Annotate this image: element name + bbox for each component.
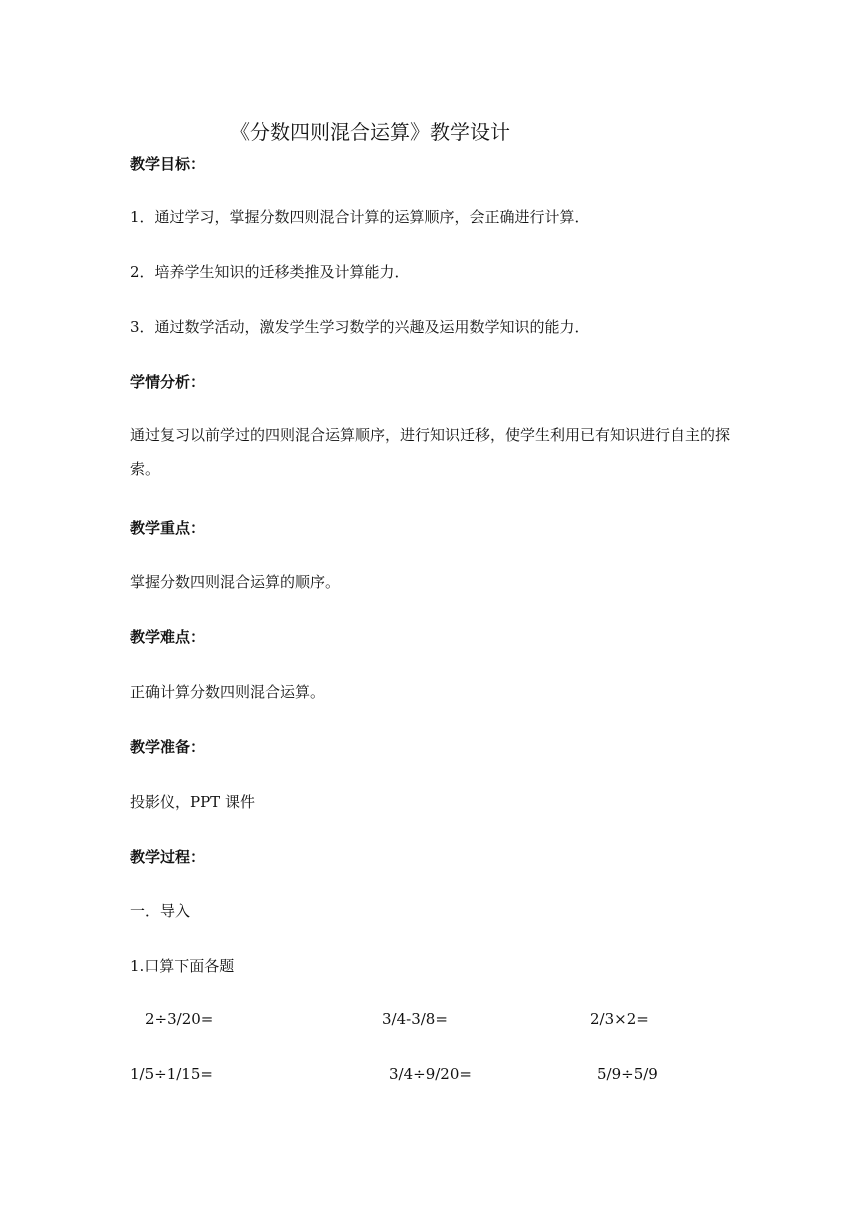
calc-problem: 5/9÷5/9 <box>597 1065 658 1083</box>
key-point-text: 掌握分数四则混合运算的顺序。 <box>130 573 341 591</box>
preparation-text: 投影仪，PPT 课件 <box>130 793 255 811</box>
analysis-heading: 学情分析： <box>130 373 206 391</box>
difficulty-text: 正确计算分数四则混合运算。 <box>130 683 326 701</box>
calc-problem: 2/3×2= <box>590 1010 649 1028</box>
analysis-text: 通过复习以前学过的四则混合运算顺序，进行知识迁移，使学生利用已有知识进行自主的探索。 <box>130 426 731 478</box>
objective-item: 2．培养学生知识的迁移类推及计算能力． <box>130 263 410 281</box>
process-step-1: 一．导入 <box>130 902 191 920</box>
process-sub-1: 1.口算下面各题 <box>130 957 235 975</box>
calc-problem: 3/4-3/8= <box>382 1010 448 1028</box>
objectives-heading: 教学目标： <box>130 155 206 173</box>
difficulty-heading: 教学难点： <box>130 628 206 646</box>
document-title: 《分数四则混合运算》教学设计 <box>230 120 510 144</box>
objective-item: 3．通过数学活动，激发学生学习数学的兴趣及运用数学知识的能力． <box>130 318 590 336</box>
calc-problem: 1/5÷1/15= <box>130 1065 213 1083</box>
key-point-heading: 教学重点： <box>130 519 206 537</box>
objective-item: 1．通过学习，掌握分数四则混合计算的运算顺序，会正确进行计算． <box>130 208 590 226</box>
calc-problem: 2÷3/20= <box>145 1010 214 1028</box>
process-heading: 教学过程： <box>130 848 206 866</box>
calc-problem: 3/4÷9/20= <box>389 1065 472 1083</box>
preparation-heading: 教学准备： <box>130 738 206 756</box>
